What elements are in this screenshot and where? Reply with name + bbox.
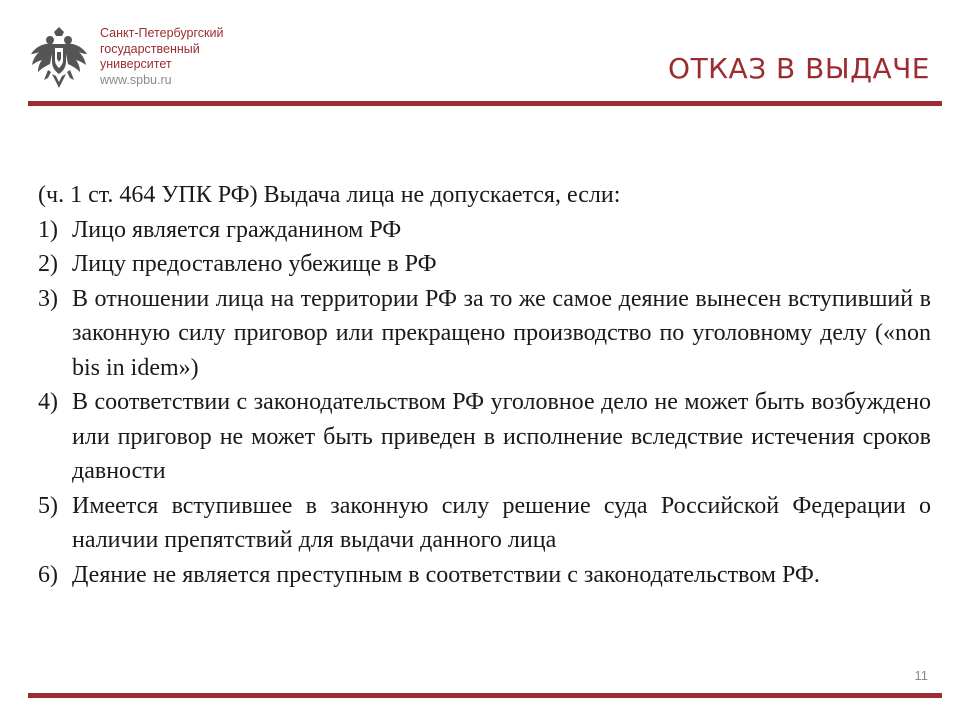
- list-item: [38, 385, 931, 489]
- list-item-number: 2): [38, 251, 58, 277]
- list-item: [38, 247, 931, 282]
- list-item: [38, 282, 931, 386]
- list-item-number: 5): [38, 492, 58, 519]
- university-name-line: университет: [100, 57, 172, 71]
- list-item-text: Лицу предоставлено убежище в РФ: [72, 251, 437, 277]
- university-name-line: государственный: [100, 41, 200, 56]
- list-item-number: 3): [38, 285, 58, 312]
- list-item-number: 6): [38, 561, 58, 588]
- list-item-text: В соответствии с законодательством РФ уголовное дело не может быть возбуждено или приговор не может быть приведен в исполнение вследствие истечения сроков давности: [72, 389, 931, 484]
- list-item-text: Имеется вступившее в законную силу решение суда Российской Федерации о наличии препятствий для выдачи данного лица: [72, 492, 931, 553]
- list-item: [38, 558, 931, 593]
- slide-content: [38, 178, 931, 592]
- bottom-divider: [28, 693, 942, 698]
- double-headed-eagle-emblem-icon: [28, 26, 90, 90]
- top-divider: [28, 101, 942, 106]
- list-item: [38, 489, 931, 558]
- website-link[interactable]: www.spbu.ru: [100, 72, 172, 87]
- list-item: [38, 213, 931, 248]
- list-item-text: Лицо является гражданином РФ: [72, 216, 402, 243]
- university-name-line: Санкт-Петербургский: [100, 26, 224, 40]
- list-item-text: Деяние не является преступным в соответствии с законодательством РФ.: [72, 561, 820, 588]
- conditions-list: [38, 213, 931, 593]
- university-name: [100, 26, 300, 88]
- list-item-number: 4): [38, 389, 58, 415]
- list-item-number: 1): [38, 216, 58, 243]
- intro-text: (ч. 1 ст. 464 УПК РФ) Выдача лица не допускается, если:: [38, 182, 621, 208]
- slide-title: ОТКАЗ В ВЫДАЧЕ: [668, 52, 930, 85]
- list-item-text: В отношении лица на территории РФ за то же самое деяние вынесен вступивший в законную силу приговор или прекращено производство по уголовному делу («non bis in idem»): [72, 285, 931, 381]
- page-number: 11: [914, 668, 928, 683]
